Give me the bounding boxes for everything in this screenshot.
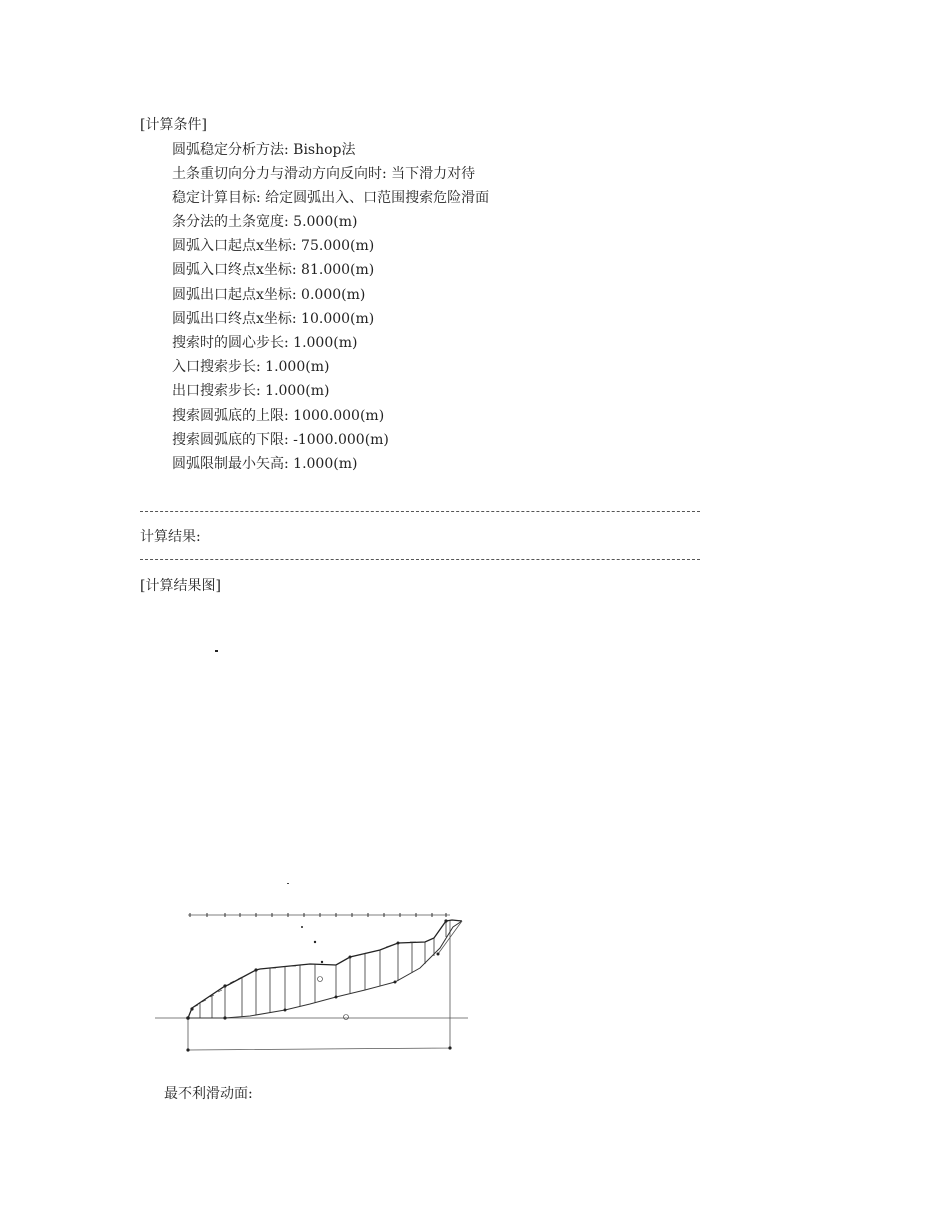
slope-stability-diagram xyxy=(150,880,480,1060)
divider-bottom xyxy=(140,559,700,560)
condition-item: 条分法的土条宽度: 5.000(m) xyxy=(172,214,358,230)
condition-item: 土条重切向分力与滑动方向反向时: 当下滑力对待 xyxy=(172,166,476,182)
critical-slip-surface xyxy=(188,921,462,1018)
condition-item: 圆弧入口终点x坐标: 81.000(m) xyxy=(172,262,375,278)
condition-item: 稳定计算目标: 给定圆弧出入、口范围搜索危险滑面 xyxy=(172,190,490,206)
stray-mark xyxy=(215,650,218,652)
figure-header: [计算结果图] xyxy=(140,578,221,594)
condition-item: 圆弧入口起点x坐标: 75.000(m) xyxy=(172,238,375,254)
conditions-header: [计算条件] xyxy=(140,117,207,133)
condition-item: 圆弧稳定分析方法: Bishop法 xyxy=(172,142,356,158)
condition-item: 入口搜索步长: 1.000(m) xyxy=(172,359,330,375)
results-label: 计算结果: xyxy=(140,529,201,545)
slip-slices xyxy=(200,921,446,1018)
condition-item: 搜索时的圆心步长: 1.000(m) xyxy=(172,335,358,351)
condition-item: 出口搜索步长: 1.000(m) xyxy=(172,383,330,399)
condition-item: 圆弧限制最小矢高: 1.000(m) xyxy=(172,456,358,472)
slope-surface xyxy=(188,920,462,1018)
condition-item: 圆弧出口终点x坐标: 10.000(m) xyxy=(172,311,375,327)
node-dots xyxy=(186,919,451,1051)
surface-hatching xyxy=(194,942,416,1007)
divider-top xyxy=(140,511,700,512)
condition-item: 圆弧出口起点x坐标: 0.000(m) xyxy=(172,287,366,303)
condition-item: 搜索圆弧底的下限: -1000.000(m) xyxy=(172,432,389,448)
condition-item: 搜索圆弧底的上限: 1000.000(m) xyxy=(172,408,385,424)
worst-slip-surface-label: 最不利滑动面: xyxy=(164,1086,253,1102)
